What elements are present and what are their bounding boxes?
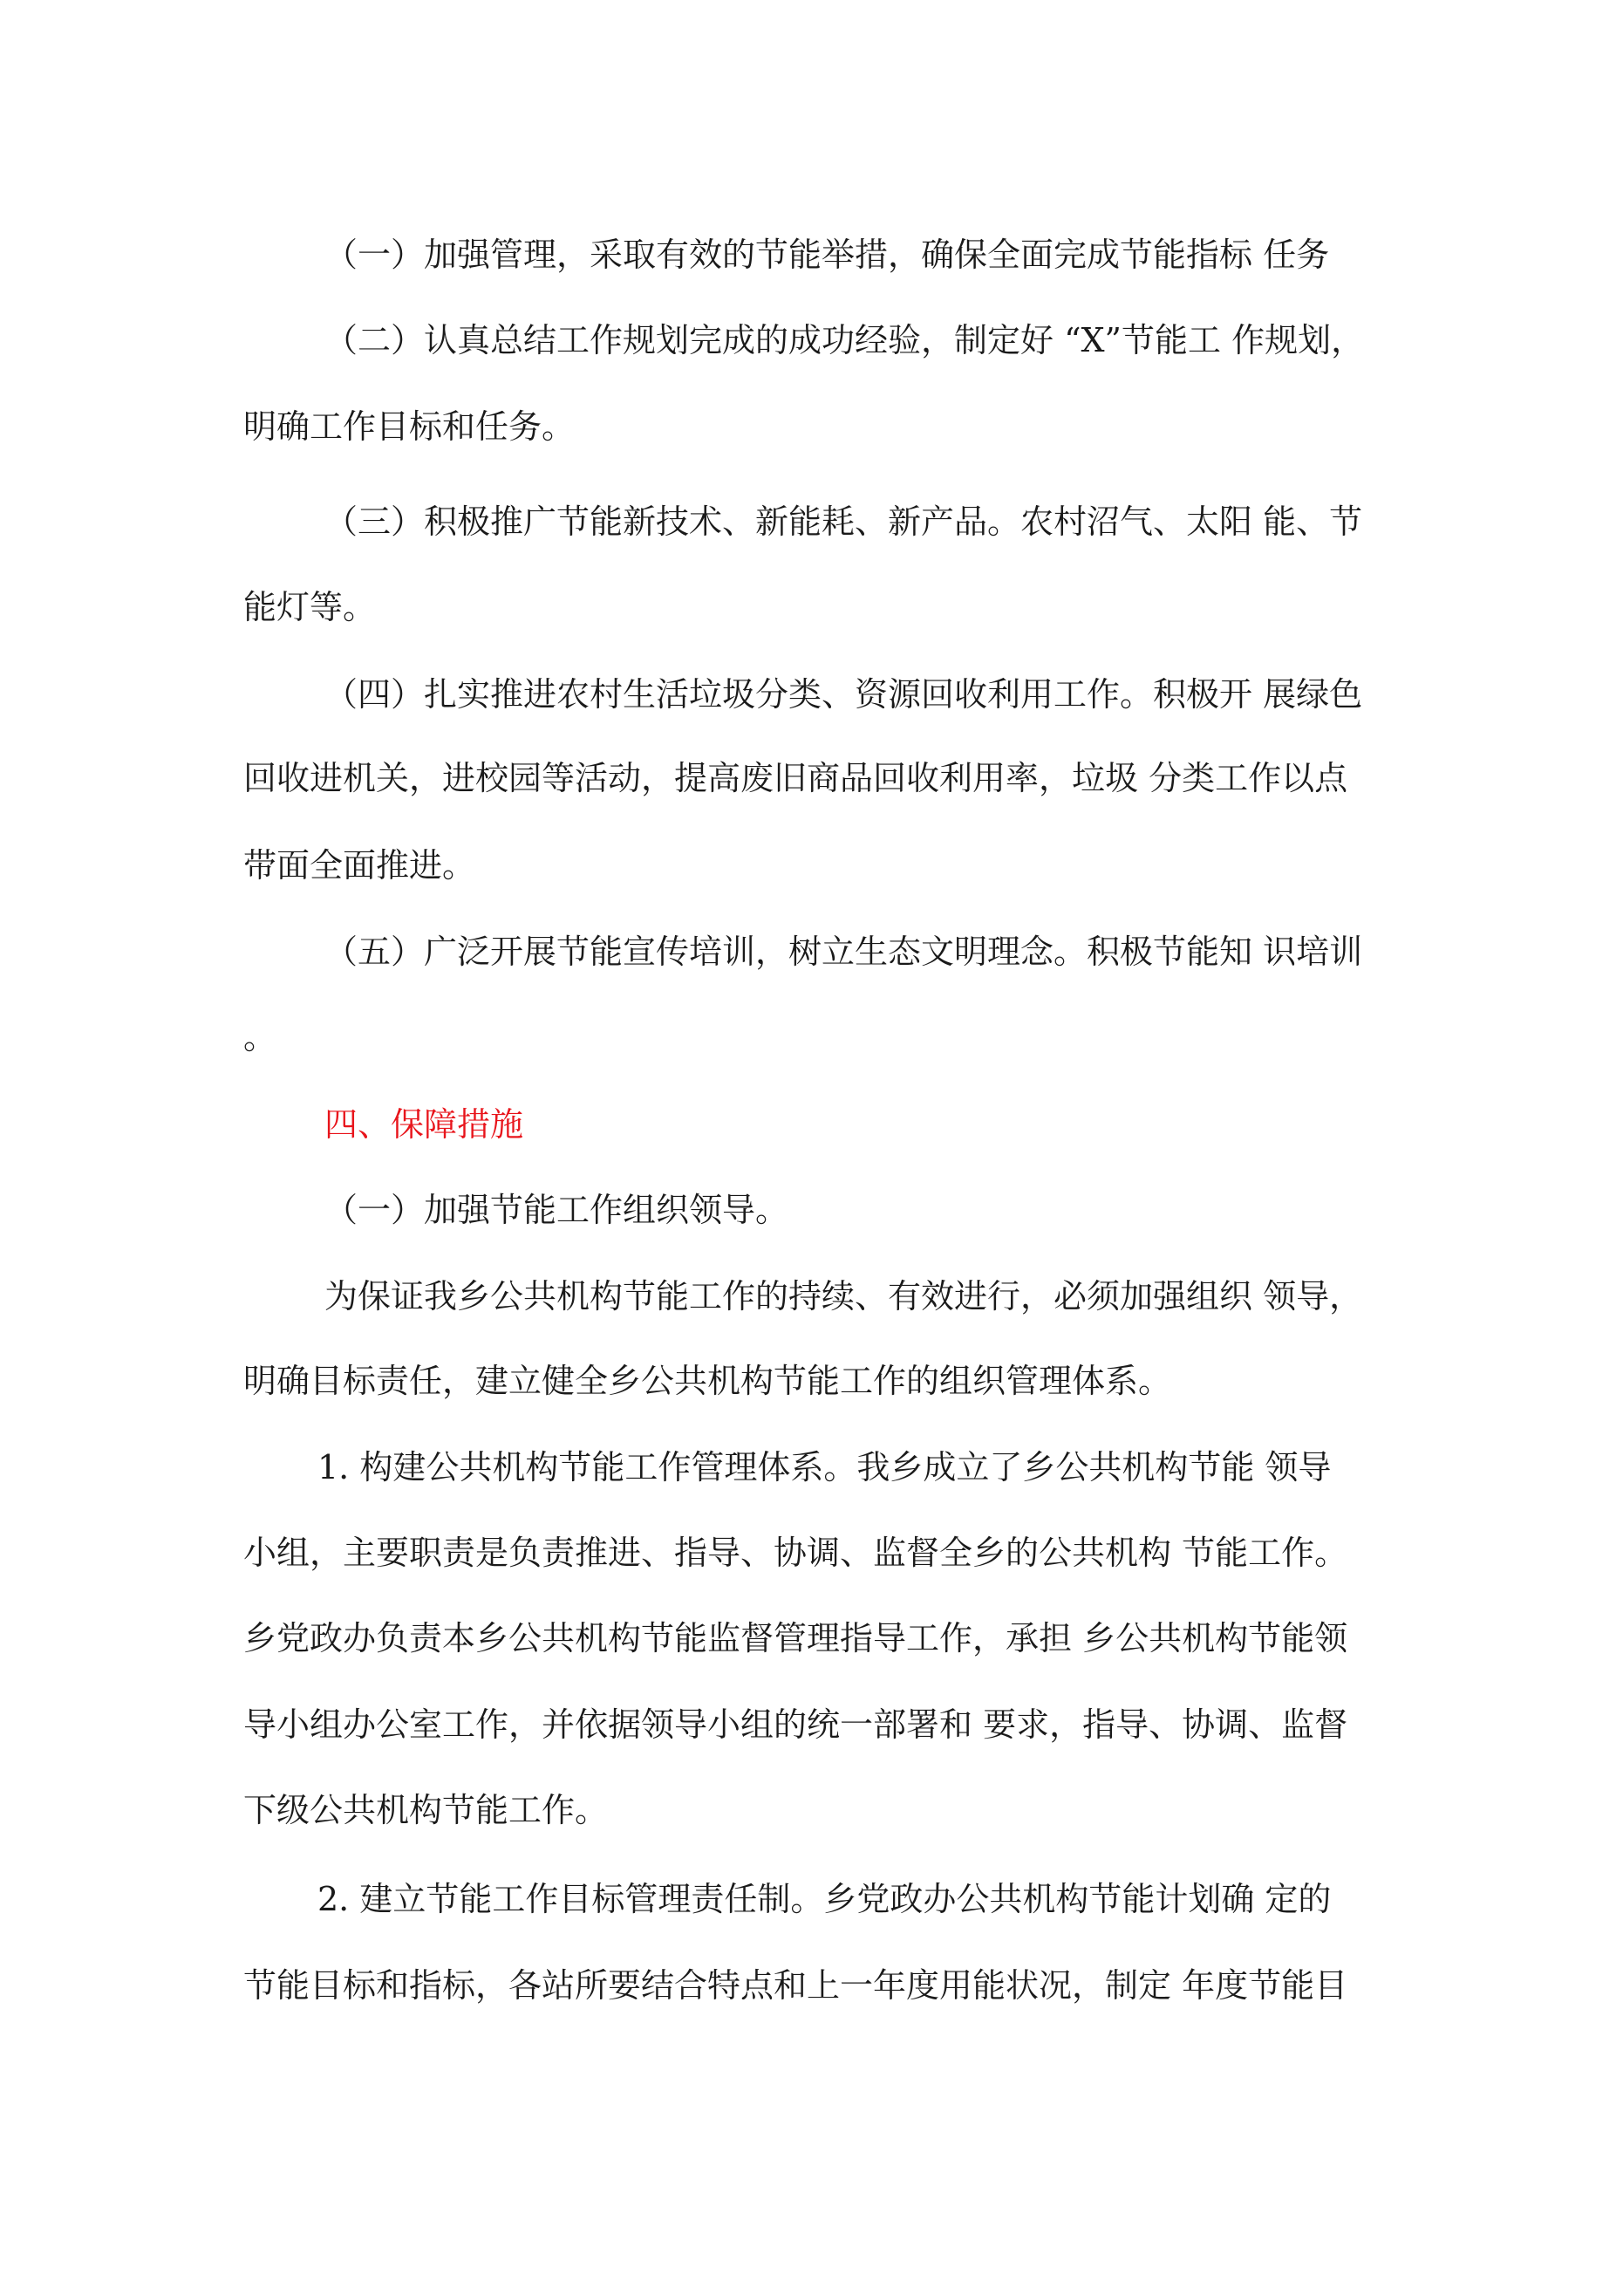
paragraph-line: 能灯等。 [243, 588, 377, 626]
paragraph-line: 为保证我乡公共机构节能工作的持续、有效进行，必须加强组织 领导， [324, 1277, 1363, 1315]
section-heading: 四、保障措施 [324, 1105, 524, 1144]
paragraph-line: 导小组办公室工作，并依据领导小组的统一部署和 要求，指导、协调、监督 [243, 1705, 1348, 1744]
paragraph-line: （三）积极推广节能新技术、新能耗、新产品。农村沼气、太阳 能、节 [324, 502, 1363, 541]
paragraph-line: 下级公共机构节能工作。 [243, 1791, 609, 1829]
paragraph-line: 节能目标和指标，各站所要结合特点和上一年度用能状况，制定 年度节能目 [243, 1966, 1348, 2005]
paragraph-line: 。 [243, 1018, 277, 1056]
subsection-heading: （一）加强节能工作组织领导。 [324, 1191, 789, 1229]
paragraph-line: 回收进机关，进校园等活动，提高废旧商品回收利用率，垃圾 分类工作以点 [243, 759, 1348, 797]
paragraph-line: 2. 建立节能工作目标管理责任制。乡党政办公共机构节能计划确 定的 [317, 1880, 1332, 1918]
paragraph-line: （五）广泛开展节能宣传培训，树立生态文明理念。积极节能知 识培训 [324, 933, 1363, 971]
paragraph-line: 带面全面推进。 [243, 846, 476, 885]
paragraph-line: 小组，主要职责是负责推进、指导、协调、监督全乡的公共机构 节能工作。 [243, 1534, 1348, 1572]
paragraph-line: 明确目标责任，建立健全乡公共机构节能工作的组织管理体系。 [243, 1362, 1172, 1400]
paragraph-line: 1. 构建公共机构节能工作管理体系。我乡成立了乡公共机构节能 领导 [317, 1448, 1332, 1486]
paragraph-line: 明确工作目标和任务。 [243, 407, 576, 446]
paragraph-line: （二）认真总结工作规划完成的成功经验，制定好 “X”节能工 作规划， [324, 321, 1365, 359]
paragraph-line: （一）加强管理，采取有效的节能举措，确保全面完成节能指标 任务 [324, 236, 1330, 274]
paragraph-line: 乡党政办负责本乡公共机构节能监督管理指导工作，承担 乡公共机构节能领 [243, 1619, 1348, 1657]
paragraph-line: （四）扎实推进农村生活垃圾分类、资源回收利用工作。积极开 展绿色 [324, 675, 1363, 714]
